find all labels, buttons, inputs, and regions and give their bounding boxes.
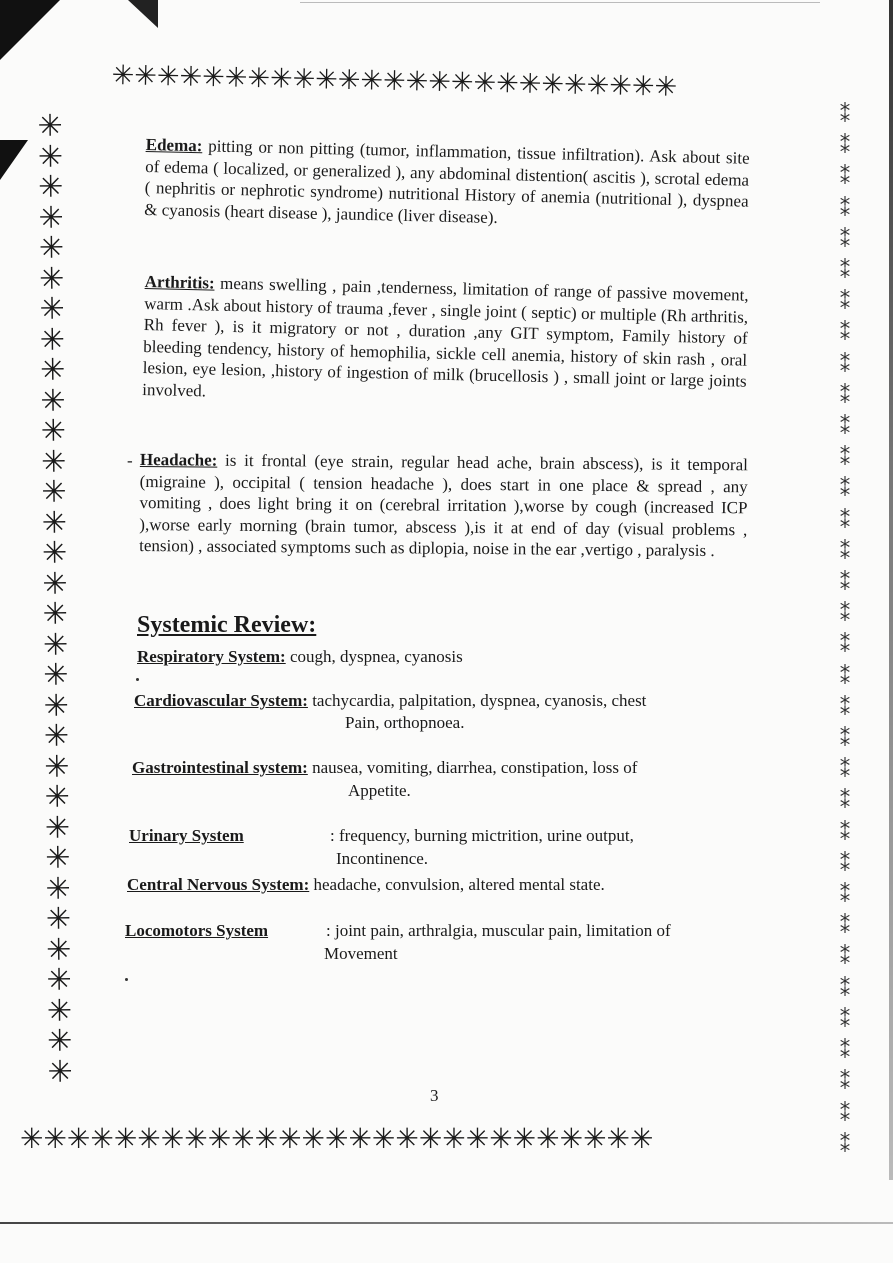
- cardiovascular-system-row: [134, 690, 646, 711]
- cardiovascular-system-label: Cardiovascular System:: [134, 691, 308, 710]
- arthritis-text: means swelling , pain ,tenderness, limitation of range of passive movement, warm .Ask about history of trauma ,fever , single joint ( septic) or multiple (Rh arthritis, Rh fever ), is it migratory or not , duration ,any GIT symptom, Family history of bleeding tendency, history of hemophilia, sickle cell anemia, history of skin rash , oral lesion, eye lesion, ,history of ingestion of milk (brucellosis ) , small joint or large joints involved.: [142, 273, 749, 401]
- central-nervous-system-text: headache, convulsion, altered mental state.: [309, 875, 605, 894]
- locomotors-system-text: : joint pain, arthralgia, muscular pain, limitation of: [326, 921, 671, 940]
- headache-bullet: -: [127, 451, 133, 470]
- locomotors-system-continuation: Movement: [324, 944, 398, 963]
- arthritis-heading: Arthritis:: [144, 271, 215, 293]
- star-border-left: ✳ ✳ ✳ ✳ ✳ ✳ ✳ ✳ ✳ ✳ ✳ ✳ ✳ ✳ ✳ ✳ ✳ ✳ ✳ ✳ ✳ ✳ ✳ ✳ ✳ ✳ ✳ ✳ ✳ ✳ ✳ ✳: [37, 108, 73, 1090]
- edema-heading: Edema:: [145, 134, 203, 156]
- gastrointestinal-system-row: [132, 757, 637, 778]
- edema-paragraph: [144, 134, 750, 234]
- urinary-system-continuation: Incontinence.: [336, 849, 429, 868]
- arthritis-paragraph: [142, 271, 749, 414]
- star-border-right: ⁑ ⁑ ⁑ ⁑ ⁑ ⁑ ⁑ ⁑ ⁑ ⁑ ⁑ ⁑ ⁑ ⁑ ⁑ ⁑ ⁑ ⁑ ⁑ ⁑ ⁑ ⁑ ⁑ ⁑ ⁑ ⁑ ⁑ ⁑ ⁑ ⁑ ⁑ ⁑ ⁑ ⁑: [839, 103, 851, 1157]
- star-border-bottom: ✳✳✳✳✳✳✳✳✳✳✳✳✳✳✳✳✳✳✳✳✳✳✳✳✳✳✳: [20, 1122, 654, 1155]
- locomotors-system-label: Locomotors System: [125, 921, 269, 940]
- headache-heading: Headache:: [139, 449, 218, 470]
- central-nervous-system-label: Central Nervous System:: [127, 875, 310, 894]
- edema-text: pitting or non pitting (tumor, inflammation, tissue infiltration). Ask about site of edema ( localized, or generalized ), any abdominal distention( ascitis ), scrotal edema ( nephritis or nephrotic syndrome) nutritional History of anemia (nutritional ), dyspnea & cyanosis (heart disease ), jaundice (liver disease).: [144, 136, 750, 227]
- stray-dot: [125, 978, 128, 981]
- stray-dot: [136, 678, 139, 681]
- urinary-system-row: [129, 825, 634, 846]
- locomotors-system-row: [125, 920, 671, 941]
- respiratory-system-row: [137, 646, 463, 667]
- systemic-review-title: Systemic Review:: [137, 612, 317, 638]
- headache-paragraph: [139, 449, 748, 562]
- respiratory-system-text: cough, dyspnea, cyanosis: [285, 647, 463, 666]
- headache-text: is it frontal (eye strain, regular head ache, brain abscess), is it temporal (migraine ), occipital ( tension headache ), does start in one place & spread , any vomiting , does light bring it on (cerebral irritation ),worse by cough (increased ICP ),worse early morning (brain tumor, abscess ),is it at end of day (visual problems , tension) , associated symptoms such as diplopia, noise in the ear ,vertigo , paralysis .: [139, 450, 748, 561]
- gastrointestinal-system-label: Gastrointestinal system:: [132, 758, 308, 777]
- cardiovascular-system-text: tachycardia, palpitation, dyspnea, cyanosis, chest: [307, 691, 647, 710]
- gastrointestinal-system-continuation: Appetite.: [348, 781, 411, 800]
- star-border-top: ✳✳✳✳✳✳✳✳✳✳✳✳✳✳✳✳✳✳✳✳✳✳✳✳✳: [111, 60, 678, 103]
- urinary-system-text: : frequency, burning mictrition, urine output,: [330, 826, 634, 845]
- page-number: 3: [430, 1086, 439, 1105]
- cardiovascular-system-continuation: Pain, orthopnoea.: [345, 713, 465, 732]
- gastrointestinal-system-text: nausea, vomiting, diarrhea, constipation, loss of: [307, 758, 638, 777]
- central-nervous-system-row: [127, 874, 605, 895]
- urinary-system-label: Urinary System: [129, 826, 244, 845]
- respiratory-system-label: Respiratory System:: [137, 647, 286, 666]
